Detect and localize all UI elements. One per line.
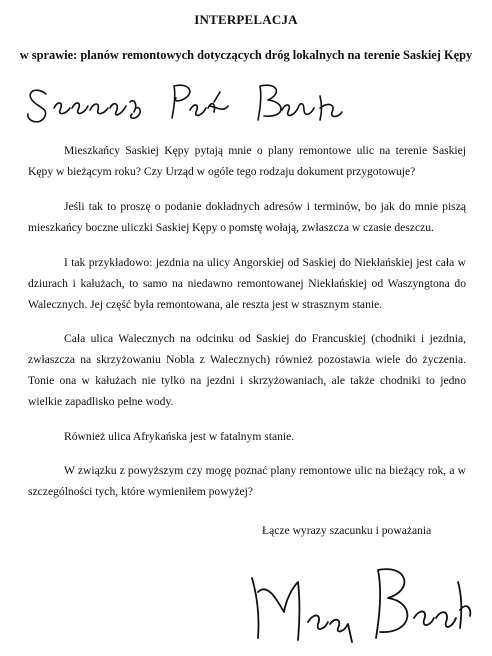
paragraph-3: I tak przykładowo: jezdnia na ulicy Angorskiej od Saskiej do Niekłańskiej jest cała w dziurach i kałużach, to samo na niedawno remontowanej Niekłańskiej od Waszyngtona do Walecznych. Jej część była remontowana, ale reszta jest w strasznym stanie. bbox=[28, 256, 466, 311]
document-title: INTERPELACJA bbox=[194, 12, 298, 27]
paragraph-4: Cała ulica Walecznych na odcinku od Saskiej do Francuskiej (chodniki i jezdnia, zwłaszcza na skrzyżowaniu Nobla z Walecznych) również pozostawia wiele do życzenia. Tonie ona w kałużach nie tylko na jezdni i skrzyżowaniach, ale także chodniki to jedno wielkie zapadlisko pełne wody. bbox=[28, 332, 466, 408]
handwritten-signature-bottom bbox=[238, 552, 474, 648]
paragraph-6: W związku z powyższym czy mogę poznać plany remontowe ulic na bieżący rok, a w szczególności tych, które wymieniłem powyżej? bbox=[28, 464, 466, 498]
handwritten-signature-top bbox=[24, 72, 344, 128]
paragraph-1: Mieszkańcy Saskiej Kępy pytają mnie o plany remontowe ulic na terenie Saskiej Kępy w bieżącym roku? Czy Urząd w ogóle tego rodzaju dokument przygotowuje? bbox=[28, 144, 466, 178]
paragraph-5: Również ulica Afrykańska jest w fatalnym stanie. bbox=[64, 430, 295, 443]
document-subject: w sprawie: planów remontowych dotyczących dróg lokalnych na terenie Saskiej Kępy bbox=[19, 48, 473, 62]
closing-line: Łącze wyrazy szacunku i poważania bbox=[262, 524, 432, 537]
paragraph-2: Jeśli tak to proszę o podanie dokładnych adresów i terminów, bo jak do mnie piszą mieszkańcy boczne uliczki Saskiej Kępy o pomstę wołają, zwłaszcza w czasie deszczu. bbox=[28, 200, 466, 234]
